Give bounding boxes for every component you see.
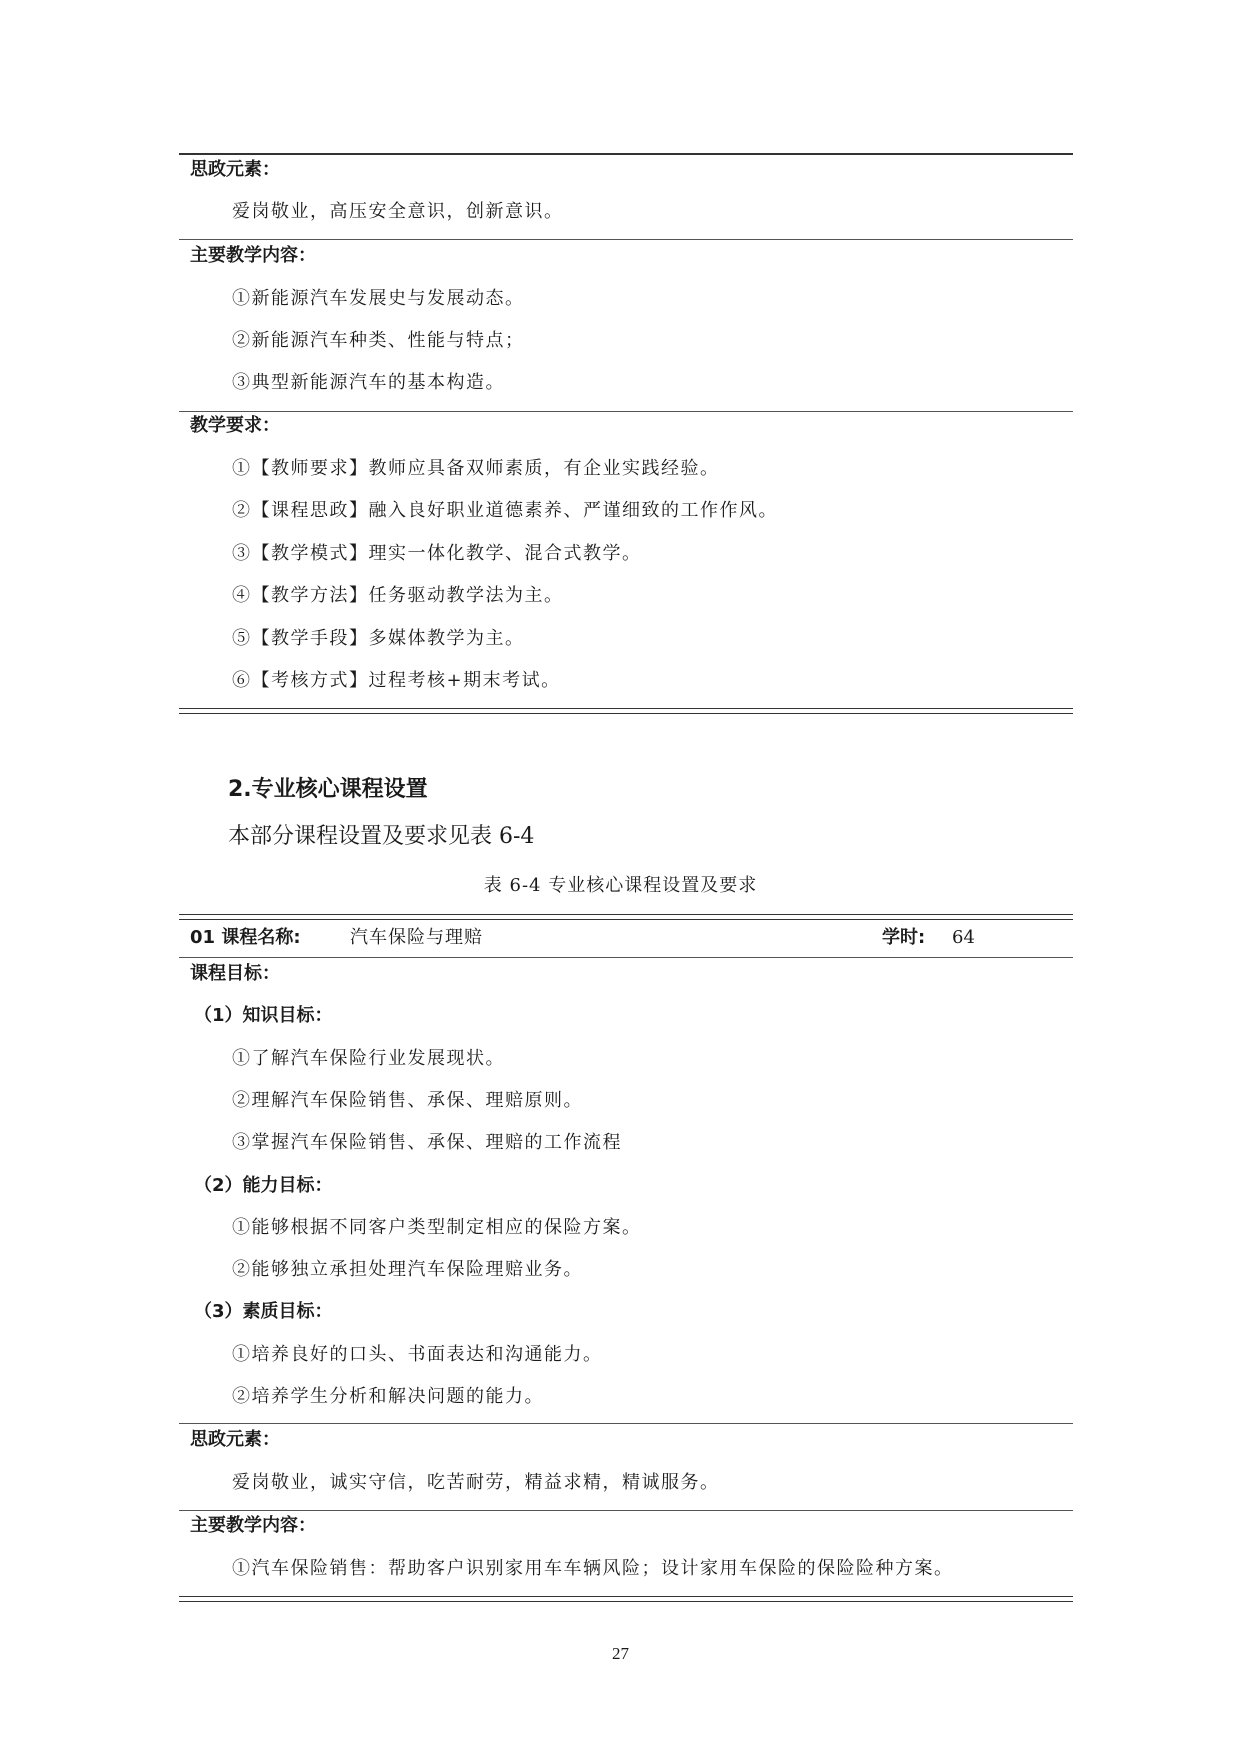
ability-item: ②能够独立承担处理汽车保险理赔业务。	[232, 1259, 583, 1280]
sizheng-text: 爱岗敬业，诚实守信，吃苦耐劳，精益求精，精诚服务。	[232, 1472, 720, 1493]
requirement-item: ⑥【考核方式】过程考核+期末考试。	[232, 670, 561, 691]
course-name-label: 01 课程名称:	[190, 927, 301, 948]
section-heading: 2.专业核心课程设置	[228, 777, 428, 802]
ability-item: ①能够根据不同客户类型制定相应的保险方案。	[232, 1217, 642, 1238]
course-name: 汽车保险与理赔	[350, 927, 483, 948]
ability-label: （2）能力目标：	[194, 1175, 333, 1196]
content-item: ①汽车保险销售：帮助客户识别家用车车辆风险；设计家用车保险的保险险种方案。	[232, 1558, 954, 1579]
content-item: ②新能源汽车种类、性能与特点；	[232, 330, 525, 351]
content-item: ③典型新能源汽车的基本构造。	[232, 372, 505, 393]
knowledge-label: （1）知识目标：	[194, 1005, 333, 1026]
content-label: 主要教学内容：	[190, 1515, 316, 1536]
requirement-item: ②【课程思政】融入良好职业道德素养、严谨细致的工作作风。	[232, 500, 778, 521]
requirement-item: ①【教师要求】教师应具备双师素质，有企业实践经验。	[232, 458, 720, 479]
quality-label: （3）素质目标：	[194, 1301, 333, 1322]
quality-item: ①培养良好的口头、书面表达和沟通能力。	[232, 1344, 603, 1365]
table-rule	[179, 153, 1073, 155]
table-bottom-rule	[179, 1596, 1073, 1602]
requirements-label: 教学要求：	[190, 415, 280, 436]
content-item: ①新能源汽车发展史与发展动态。	[232, 288, 525, 309]
hours-label: 学时:	[882, 927, 926, 948]
hours-value: 64	[952, 927, 975, 948]
table-caption: 表 6-4 专业核心课程设置及要求	[483, 875, 758, 896]
requirement-item: ⑤【教学手段】多媒体教学为主。	[232, 628, 525, 649]
sizheng-label: 思政元素：	[190, 159, 280, 180]
sizheng-text: 爱岗敬业，高压安全意识，创新意识。	[232, 201, 564, 222]
page-number: 27	[612, 1644, 629, 1663]
knowledge-item: ①了解汽车保险行业发展现状。	[232, 1048, 505, 1069]
table-rule	[179, 411, 1073, 412]
sizheng-label: 思政元素：	[190, 1429, 280, 1450]
table-rule	[179, 239, 1073, 240]
section-intro: 本部分课程设置及要求见表 6-4	[228, 824, 535, 849]
requirement-item: ③【教学模式】理实一体化教学、混合式教学。	[232, 543, 642, 564]
table-rule	[179, 1423, 1073, 1424]
knowledge-item: ③掌握汽车保险销售、承保、理赔的工作流程	[232, 1132, 622, 1153]
content-label: 主要教学内容：	[190, 245, 316, 266]
table-rule	[179, 957, 1073, 958]
quality-item: ②培养学生分析和解决问题的能力。	[232, 1386, 544, 1407]
table-bottom-rule	[179, 708, 1073, 714]
knowledge-item: ②理解汽车保险销售、承保、理赔原则。	[232, 1090, 583, 1111]
goal-label: 课程目标：	[190, 963, 280, 984]
table-rule	[179, 1510, 1073, 1511]
requirement-item: ④【教学方法】任务驱动教学法为主。	[232, 585, 564, 606]
course-header-row	[190, 925, 1070, 951]
table-top-rule	[179, 914, 1073, 920]
